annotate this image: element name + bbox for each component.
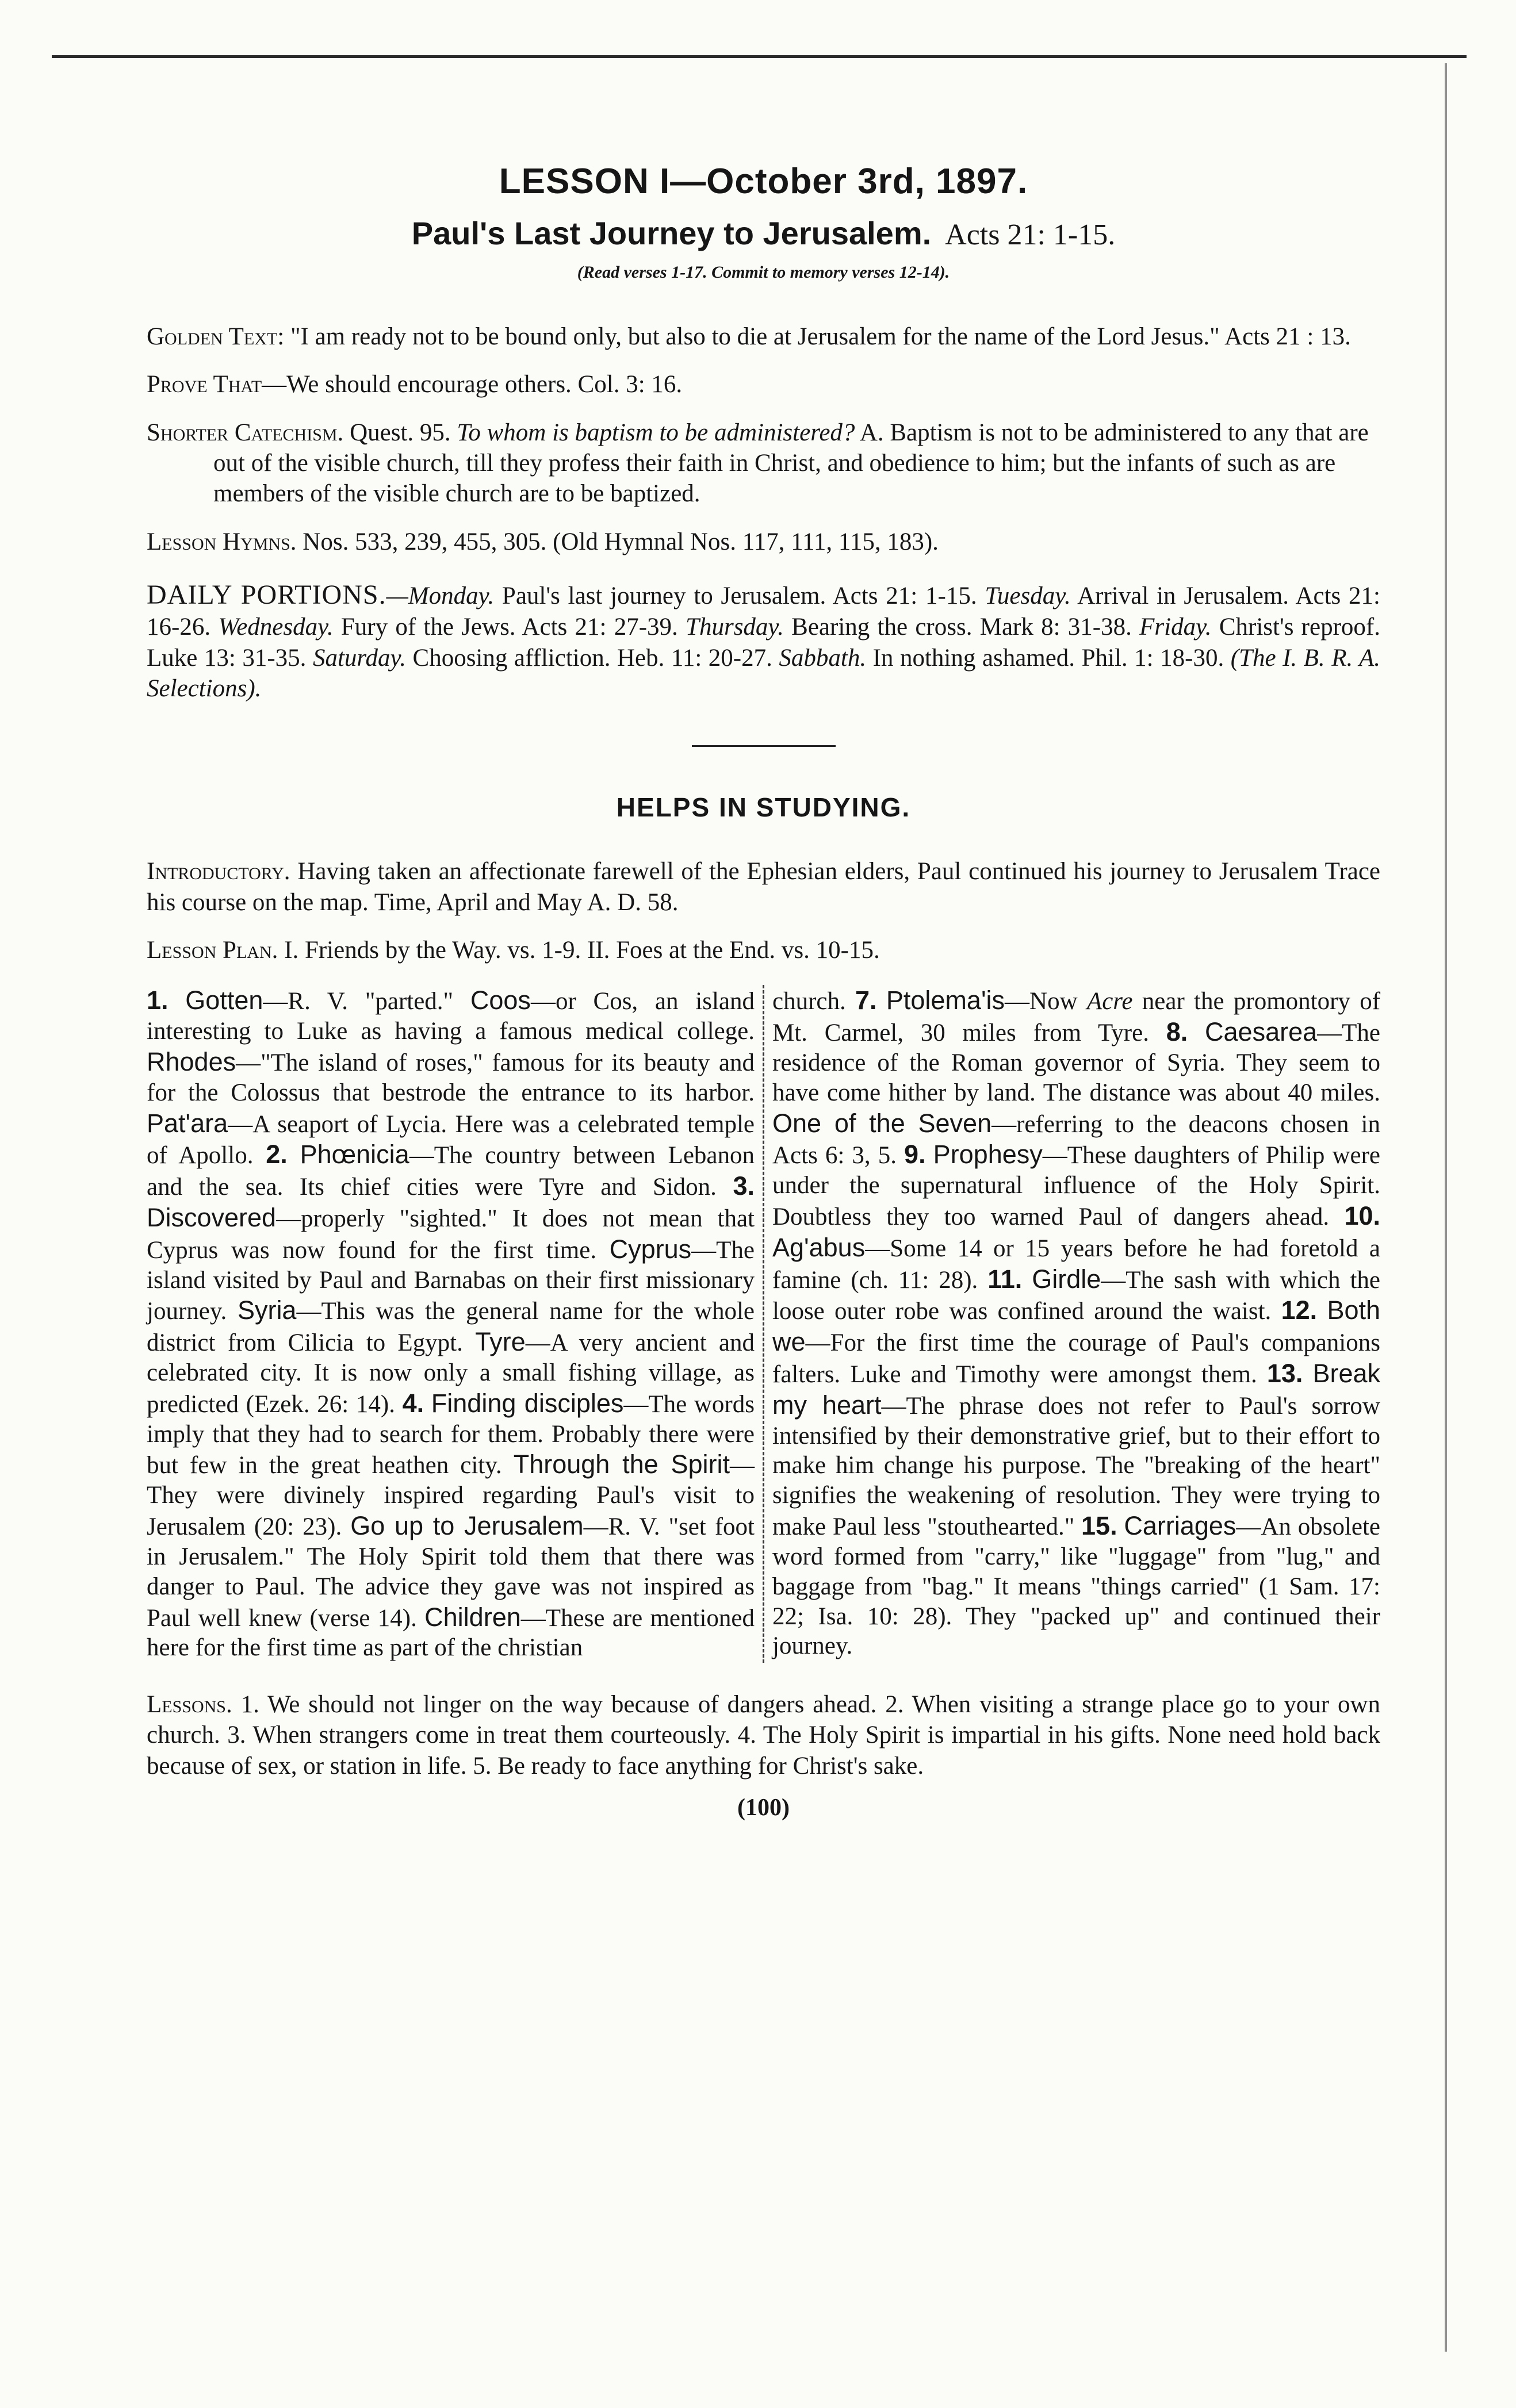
prove-that-body: —We should encourage others. Col. 3: 16.	[262, 371, 683, 398]
catechism-label: Shorter Catechism.	[147, 419, 344, 446]
note-text-acre: Acre	[1086, 988, 1133, 1015]
note-term-tyre: Tyre	[475, 1327, 526, 1357]
introductory-text: Having taken an affectionate farewell of the Ephesian elders, Paul continued his journey to Jerusalem Trace his course on the map. Time, April and May A. D. 58.	[147, 858, 1381, 916]
note-text: —The residence of the Roman governor of Syria. They seem to have come hither by land. The distance was about 40 miles.	[772, 1019, 1380, 1106]
top-rule	[52, 55, 1467, 58]
note-term-gotten: Gotten	[185, 986, 263, 1015]
note-number: 15.	[1081, 1511, 1117, 1541]
note-term-agabus: Ag'abus	[772, 1232, 866, 1262]
note-text: —These are mentioned here for the first time as part of the christian	[147, 1604, 755, 1662]
note-term-coos: Coos	[470, 986, 531, 1015]
note-number: 13.	[1266, 1359, 1303, 1389]
note-number: 10.	[1344, 1201, 1380, 1230]
daily-wednesday: Wednesday.	[218, 613, 334, 641]
note-text: —R. V. "set foot in Jerusalem." The Holy Spirit told them that there was danger to Paul. The advice they gave was not inspired as Paul well knew (verse 14).	[147, 1513, 755, 1632]
daily-reading-7: In nothing ashamed. Phil. 1: 18-30.	[866, 644, 1231, 672]
note-text: —Some 14 or 15 years before he had foretold a famine (ch. 11: 28).	[772, 1234, 1380, 1294]
note-term-prophesy: Prophesy	[933, 1140, 1043, 1170]
catechism-question: To whom is baptism to be administered?	[457, 419, 855, 446]
note-text: —The phrase does not refer to Paul's sorrow intensified by their demonstrative grief, but to their effort to make him change his purpose. The "breaking of the heart" signifies the weakening of resolution. They were trying to make Paul less "stouthearted."	[772, 1392, 1380, 1541]
read-commit-line: (Read verses 1-17. Commit to memory verses 12-14).	[577, 263, 950, 282]
document-page	[147, 161, 1380, 1822]
daily-reading-1: Paul's last journey to Jerusalem. Acts 21: 1-15.	[494, 582, 985, 609]
hymns-label: Lesson Hymns.	[147, 528, 297, 555]
note-term-syria: Syria	[237, 1295, 297, 1325]
catechism-quest: Quest. 95.	[350, 419, 451, 446]
note-text: —The words imply that they had to search for them. Probably there were but few in the great heathen city.	[147, 1390, 755, 1479]
catechism-answer-label: A.	[859, 419, 884, 446]
daily-saturday: Saturday.	[312, 644, 406, 672]
daily-portions-label: DAILY PORTIONS.	[147, 579, 386, 610]
note-text: —"The island of roses," famous for its beauty and for the Colossus that bestrode the entrance to its harbor.	[147, 1049, 755, 1106]
daily-selections: (The I. B. R. A. Selections).	[147, 644, 1380, 703]
note-text: —The island visited by Paul and Barnabas on their first missionary journey.	[147, 1236, 755, 1325]
note-number: 1.	[147, 986, 169, 1015]
note-text: —They were divinely inspired regarding Paul's visit to Jerusalem (20: 23).	[147, 1452, 755, 1541]
daily-tuesday: Tuesday.	[985, 582, 1071, 609]
note-term-break-my-heart: Break my heart	[772, 1359, 1380, 1420]
note-text: —referring to the deacons chosen in Acts 6: 3, 5.	[772, 1110, 1381, 1170]
note-term-carriages: Carriages	[1124, 1511, 1236, 1541]
note-text: —These daughters of Philip were under the supernatural influence of the Holy Spirit. Doubtless they too warned Paul of dangers ahead.	[772, 1142, 1380, 1230]
lessons	[147, 1689, 1380, 1781]
subtitle-text: Paul's Last Journey to Jerusalem.	[411, 215, 932, 251]
daily-reading-3: Fury of the Jews. Acts 21: 27-39.	[333, 613, 686, 641]
lesson-plan-text: I. Friends by the Way. vs. 1-9. II. Foes at the End. vs. 10-15.	[284, 936, 880, 964]
lessons-label: Lessons.	[147, 1691, 232, 1719]
note-text: —R. V. "parted."	[263, 988, 470, 1015]
note-number: 9.	[904, 1140, 926, 1170]
section-divider	[692, 745, 836, 747]
golden-text-body: "I am ready not to be bound only, but also to die at Jerusalem for the name of the Lord Jesus." Acts 21 : 13.	[290, 323, 1351, 350]
note-term-through-the-spirit: Through the Spirit	[513, 1450, 730, 1479]
right-margin-rule	[1445, 63, 1447, 2352]
note-term-caesarea: Caesarea	[1205, 1017, 1318, 1047]
daily-reading-2: Arrival in Jerusalem. Acts 21: 16-26.	[147, 582, 1381, 641]
helps-heading: HELPS IN STUDYING.	[616, 792, 911, 823]
daily-friday: Friday.	[1139, 613, 1212, 641]
golden-text-label: Golden Text:	[147, 323, 285, 350]
note-text: near the promontory of Mt. Carmel, 30 miles from Tyre.	[772, 988, 1381, 1047]
note-number: 8.	[1166, 1017, 1188, 1047]
note-term-go-up-to-jerusalem: Go up to Jerusalem	[350, 1511, 584, 1541]
note-text: —A seaport of Lycia. Here was a celebrated temple of Apollo.	[147, 1110, 755, 1170]
prove-that	[147, 369, 1380, 400]
daily-sabbath: Sabbath.	[779, 644, 867, 672]
lesson-subtitle	[147, 214, 1380, 252]
daily-reading-4: Bearing the cross. Mark 8: 31-38.	[783, 613, 1140, 641]
note-number: 11.	[987, 1264, 1023, 1294]
golden-text	[147, 321, 1380, 352]
note-number: 3.	[733, 1171, 755, 1201]
note-number: 2.	[266, 1140, 288, 1170]
note-text: church.	[772, 988, 856, 1015]
note-text: —An obsolete word formed from "carry," like "luggage" from "lug," and baggage from "bag." It means "things carried" (1 Sam. 17: 22; Isa. 10: 28). They "packed up" and continued their journey.	[772, 1513, 1381, 1660]
note-text: —For the first time the courage of Paul's companions falters. Luke and Timothy were amongst them.	[772, 1329, 1380, 1389]
note-term-girdle: Girdle	[1032, 1264, 1101, 1294]
note-number: 4.	[402, 1388, 424, 1418]
note-text: —The country between Lebanon and the sea. Its chief cities were Tyre and Sidon.	[147, 1142, 755, 1201]
note-term-rhodes: Rhodes	[147, 1046, 236, 1076]
note-term-cyprus: Cyprus	[609, 1234, 692, 1264]
note-text: —properly "sighted." It does not mean that Cyprus was now found for the first time.	[147, 1205, 755, 1264]
daily-portions	[147, 578, 1380, 704]
introductory	[147, 856, 1380, 918]
note-text: —Now	[1005, 988, 1087, 1015]
daily-reading-6: Choosing affliction. Heb. 11: 20-27.	[406, 644, 779, 672]
notes-left-column	[147, 985, 764, 1663]
daily-reading-5: Christ's reproof. Luke 13: 31-35.	[147, 613, 1380, 672]
note-term-children: Children	[424, 1602, 521, 1632]
lesson-plan-label: Lesson Plan.	[147, 936, 278, 964]
note-term-one-of-the-seven: One of the Seven	[772, 1108, 992, 1138]
note-text: —The sash with which the loose outer robe was confined around the waist.	[772, 1266, 1380, 1325]
subtitle-reference: Acts 21: 1-15.	[945, 218, 1116, 251]
daily-monday: —Monday.	[386, 582, 495, 609]
note-number: 7.	[855, 986, 877, 1015]
lesson-hymns	[147, 527, 1380, 557]
note-text: —or Cos, an island interesting to Luke as having a famous medical college.	[147, 988, 755, 1045]
notes-columns	[147, 985, 1380, 1663]
note-term-both-we: Both we	[772, 1295, 1381, 1357]
lesson-plan	[147, 935, 1380, 965]
page-number: (100)	[737, 1795, 790, 1822]
lesson-title: LESSON I—October 3rd, 1897.	[499, 162, 1028, 201]
catechism-answer: Baptism is not to be administered to any that are out of the visible church, till they profess their faith in Christ, and obedience to him; but the infants of such as are members of the visible church are to be baptized.	[213, 419, 1369, 508]
daily-thursday: Thursday.	[686, 613, 784, 641]
notes-right-column	[764, 985, 1380, 1663]
shorter-catechism	[147, 417, 1380, 509]
introductory-label: Introductory.	[147, 858, 290, 885]
note-term-phoenicia: Phœnicia	[300, 1140, 409, 1170]
note-number: 12.	[1281, 1295, 1318, 1325]
note-term-patara: Pat'ara	[147, 1108, 228, 1138]
hymns-text: Nos. 533, 239, 455, 305. (Old Hymnal Nos. 117, 111, 115, 183).	[303, 528, 939, 555]
note-term-discovered: Discovered	[147, 1202, 277, 1232]
lessons-text: 1. We should not linger on the way because of dangers ahead. 2. When visiting a strange place go to your own church. 3. When strangers come in treat them courteously. 4. The Holy Spirit is impartial in his gifts. None need hold back because of sex, or station in life. 5. Be ready to face anything for Christ's sake.	[147, 1691, 1381, 1780]
note-term-finding-disciples: Finding disciples	[431, 1388, 624, 1418]
prove-that-label: Prove That	[147, 371, 262, 398]
note-term-ptolemais: Ptolema'is	[886, 986, 1005, 1015]
note-text: —This was the general name for the whole district from Cilicia to Egypt.	[147, 1298, 755, 1357]
note-text: —A very ancient and celebrated city. It is now only a small fishing village, as predicted (Ezek. 26: 14).	[147, 1329, 755, 1418]
